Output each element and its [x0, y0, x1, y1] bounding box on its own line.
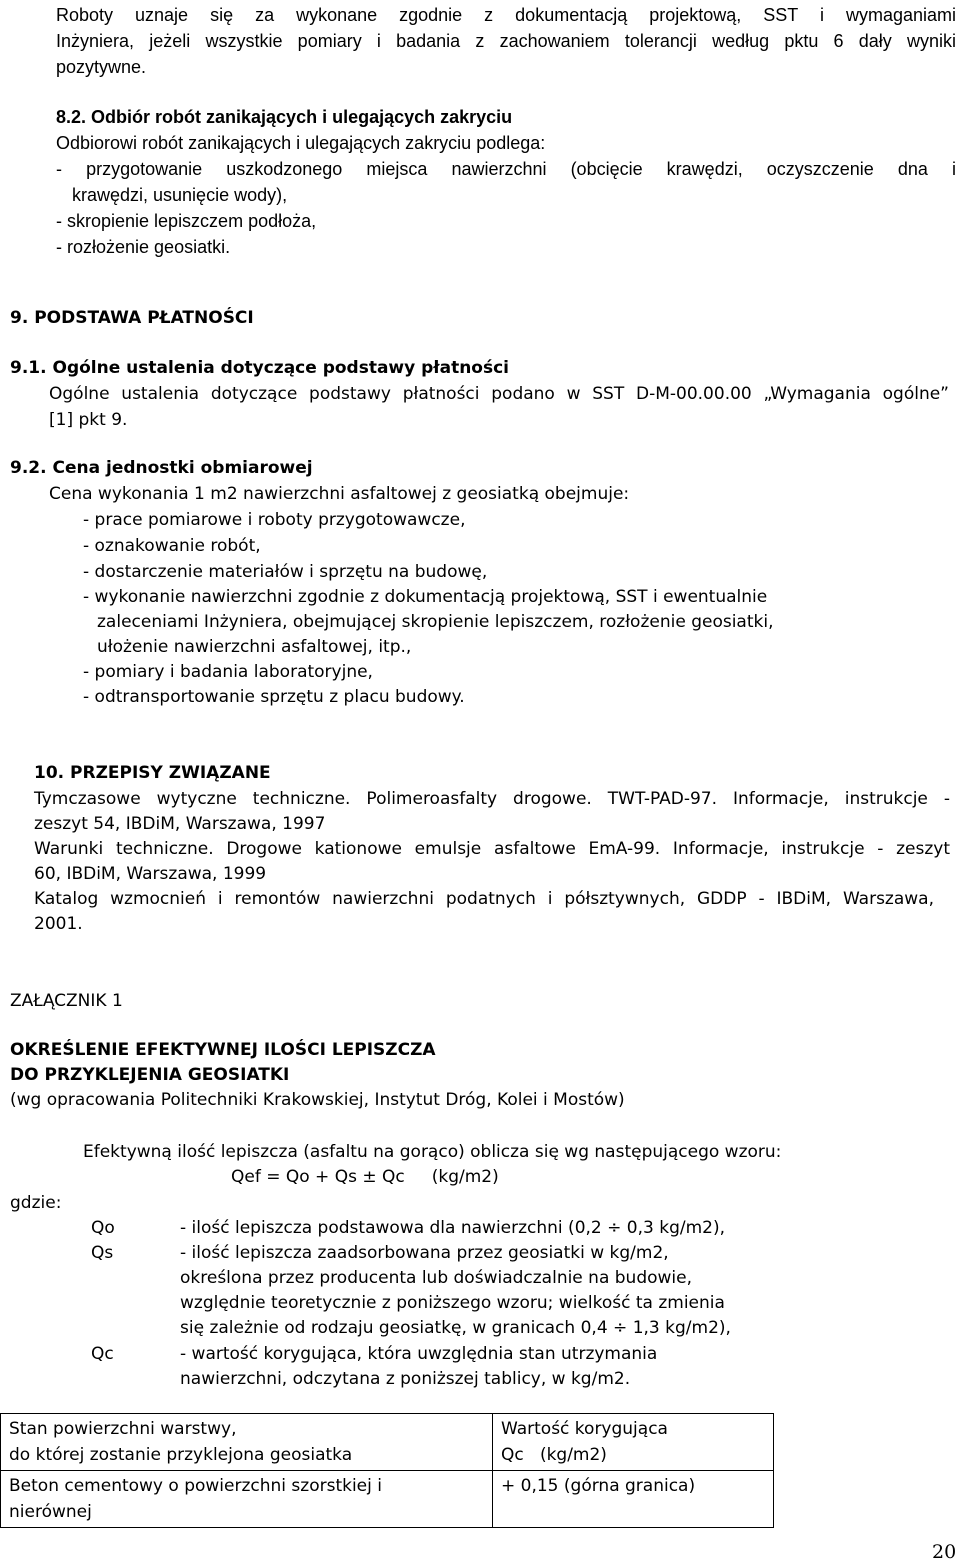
- correction-table: [0, 1413, 774, 1528]
- definition-qs: - ilość lepiszcza zaadsorbowana przez geosiatki w kg/m2,: [180, 1243, 669, 1263]
- page-number: 20: [932, 1541, 957, 1563]
- intro-line-2: Inżyniera, jeżeli wszystkie pomiary i badania z zachowaniem tolerancji według pktu 6 dały wyniki: [56, 31, 956, 51]
- table-header-text: Wartość korygująca: [501, 1419, 668, 1439]
- table-row: [1, 1471, 774, 1528]
- section-9-2-lead: Cena wykonania 1 m2 nawierzchni asfaltowej z geosiatką obejmuje:: [49, 484, 630, 504]
- intro-line-3: pozytywne.: [56, 57, 147, 77]
- section-8-2-item-1-cont: krawędzi, usunięcie wody),: [72, 185, 288, 205]
- reference-line: zeszyt 54, IBDiM, Warszawa, 1997: [34, 814, 326, 834]
- definition-qs-cont: się zależnie od rodzaju geosiatkę, w granicach 0,4 ÷ 1,3 kg/m2),: [180, 1318, 731, 1338]
- annex-source: (wg opracowania Politechniki Krakowskiej, Instytut Dróg, Kolei i Mostów): [10, 1090, 625, 1110]
- section-9-1-heading: 9.1. Ogólne ustalenia dotyczące podstawy płatności: [10, 358, 510, 378]
- reference-line: Warunki techniczne. Drogowe kationowe emulsje asfaltowe EmA-99. Informacje, instrukcje - zeszyt: [34, 839, 950, 859]
- section-8-2-heading: 8.2. Odbiór robót zanikających i ulegających zakryciu: [56, 107, 513, 127]
- formula: Qef = Qo + Qs ± Qc (kg/m2): [231, 1167, 499, 1187]
- definition-qo: - ilość lepiszcza podstawowa dla nawierzchni (0,2 ÷ 0,3 kg/m2),: [180, 1218, 725, 1238]
- list-item: - oznakowanie robót,: [83, 536, 261, 556]
- symbol-qs: Qs: [91, 1243, 114, 1263]
- reference-line: 2001.: [34, 914, 83, 934]
- table-header-text: Qc (kg/m2): [501, 1445, 607, 1465]
- section-9-1-text-cont: [1] pkt 9.: [49, 410, 128, 430]
- reference-line: Katalog wzmocnień i remontów nawierzchni podatnych i półsztywnych, GDDP - IBDiM, Warszawa,: [34, 889, 934, 909]
- annex-label: ZAŁĄCZNIK 1: [10, 991, 123, 1011]
- definition-qs-cont: określona przez producenta lub doświadczalnie na budowie,: [180, 1268, 693, 1288]
- section-10-heading: 10. PRZEPISY ZWIĄZANE: [34, 763, 271, 783]
- table-cell: [1, 1471, 493, 1528]
- table-cell-text: + 0,15 (górna granica): [501, 1476, 696, 1496]
- section-8-2-item-3: - rozłożenie geosiatki.: [56, 237, 231, 257]
- symbol-qc: Qc: [91, 1344, 114, 1364]
- list-item: - dostarczenie materiałów i sprzętu na budowę,: [83, 562, 488, 582]
- definition-qc-cont: nawierzchni, odczytana z poniższej tablicy, w kg/m2.: [180, 1369, 631, 1389]
- section-8-2-item-2: - skropienie lepiszczem podłoża,: [56, 211, 317, 231]
- table-cell-text: Beton cementowy o powierzchni szorstkiej i: [9, 1476, 382, 1496]
- reference-line: Tymczasowe wytyczne techniczne. Polimeroasfalty drogowe. TWT-PAD-97. Informacje, instrukcje -: [34, 789, 950, 809]
- table-cell: [493, 1471, 774, 1528]
- table-header-cell: [1, 1414, 493, 1471]
- table-header-text: do której zostanie przyklejona geosiatka: [9, 1445, 353, 1465]
- intro-line-1: Roboty uznaje się za wykonane zgodnie z dokumentacją projektową, SST i wymaganiami: [56, 5, 956, 25]
- reference-line: 60, IBDiM, Warszawa, 1999: [34, 864, 267, 884]
- annex-title-line-1: OKREŚLENIE EFEKTYWNEJ ILOŚCI LEPISZCZA: [10, 1040, 436, 1060]
- table-header-text: Stan powierzchni warstwy,: [9, 1419, 237, 1439]
- formula-intro: Efektywną ilość lepiszcza (asfaltu na gorąco) oblicza się wg następującego wzoru:: [83, 1142, 782, 1162]
- table-cell-text: nierównej: [9, 1502, 92, 1522]
- section-9-heading: 9. PODSTAWA PŁATNOŚCI: [10, 308, 254, 328]
- section-9-1-text: Ogólne ustalenia dotyczące podstawy płatności podano w SST D-M-00.00.00 „Wymagania ogólne”: [49, 384, 949, 404]
- symbol-qo: Qo: [91, 1218, 115, 1238]
- annex-title-line-2: DO PRZYKLEJENIA GEOSIATKI: [10, 1065, 290, 1085]
- list-item-cont: zaleceniami Inżyniera, obejmującej skropienie lepiszczem, rozłożenie geosiatki,: [97, 612, 774, 632]
- list-item: - pomiary i badania laboratoryjne,: [83, 662, 373, 682]
- section-8-2-item-1: - przygotowanie uszkodzonego miejsca nawierzchni (obcięcie krawędzi, oczyszczenie dna i: [56, 159, 956, 179]
- list-item-cont: ułożenie nawierzchni asfaltowej, itp.,: [97, 637, 412, 657]
- section-8-2-lead: Odbiorowi robót zanikających i ulegających zakryciu podlega:: [56, 133, 546, 153]
- list-item: - odtransportowanie sprzętu z placu budowy.: [83, 687, 465, 707]
- table-row: [1, 1414, 774, 1471]
- list-item: - prace pomiarowe i roboty przygotowawcze,: [83, 510, 466, 530]
- list-item: - wykonanie nawierzchni zgodnie z dokumentacją projektową, SST i ewentualnie: [83, 587, 768, 607]
- section-9-2-heading: 9.2. Cena jednostki obmiarowej: [10, 458, 313, 478]
- where-label: gdzie:: [10, 1193, 62, 1213]
- definition-qs-cont: względnie teoretycznie z poniższego wzoru; wielkość ta zmienia: [180, 1293, 725, 1313]
- table-header-cell: [493, 1414, 774, 1471]
- definition-qc: - wartość korygująca, która uwzględnia stan utrzymania: [180, 1344, 658, 1364]
